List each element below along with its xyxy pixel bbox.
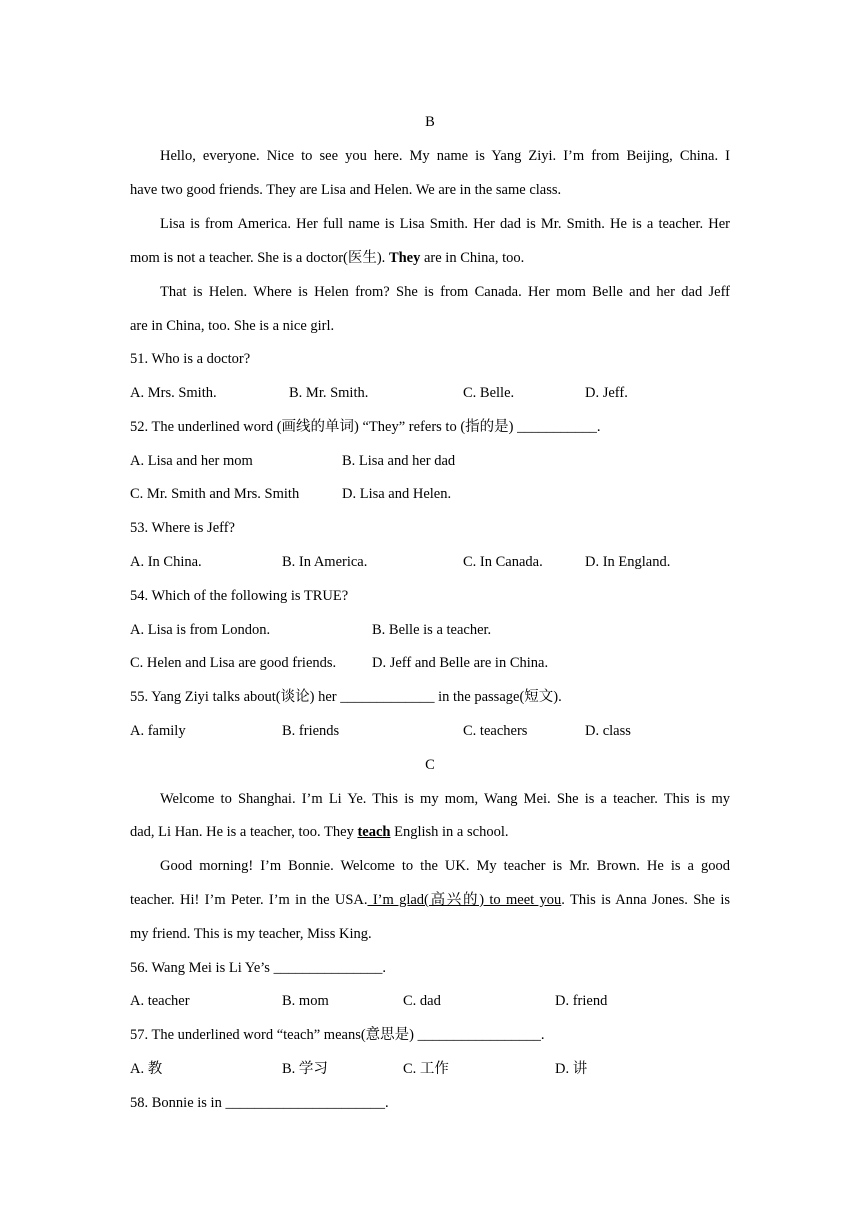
q56-option-b: B. mom	[282, 993, 329, 1009]
q52-option-a: A. Lisa and her mom	[130, 453, 253, 469]
q52-option-b: B. Lisa and her dad	[342, 453, 456, 469]
q53-option-d: D. In England.	[585, 554, 671, 570]
q55-option-a: A. family	[130, 723, 186, 739]
c-p1-text-after: English in a school.	[390, 824, 509, 840]
q53-option-c: C. In Canada.	[463, 554, 543, 570]
question-58: 58. Bonnie is in ______________________.	[130, 1095, 389, 1111]
b-paragraph-1-line-2: have two good friends. They are Lisa and Helen. We are in the same class.	[130, 182, 562, 198]
q56-option-d: D. friend	[555, 993, 608, 1009]
q56-option-c: C. dad	[403, 993, 441, 1009]
q56-option-a: A. teacher	[130, 993, 190, 1009]
c-paragraph-2-line-2	[130, 890, 730, 910]
c-p1-bold-teach: teach	[357, 824, 391, 840]
question-54: 54. Which of the following is TRUE?	[130, 588, 349, 604]
q57-option-a: A. 教	[130, 1061, 163, 1077]
section-c-heading: C	[425, 757, 435, 773]
question-53: 53. Where is Jeff?	[130, 520, 235, 536]
b-p2-text-after: are in China, too.	[420, 250, 525, 266]
c-paragraph-1-line-2	[130, 822, 730, 842]
question-57: 57. The underlined word “teach” means(意思是) _________________.	[130, 1027, 545, 1043]
q54-option-a: A. Lisa is from London.	[130, 622, 271, 638]
q57-option-d: D. 讲	[555, 1061, 588, 1077]
q51-option-c: C. Belle.	[463, 385, 515, 401]
c-p2-text-before: teacher. Hi! I’m Peter. I’m in the USA.	[130, 892, 368, 908]
q57-option-c: C. 工作	[403, 1061, 449, 1077]
section-b-heading: B	[425, 114, 435, 130]
c-paragraph-1-line-1: Welcome to Shanghai. I’m Li Ye. This is my mom, Wang Mei. She is a teacher. This is my	[160, 791, 730, 807]
q51-option-b: B. Mr. Smith.	[289, 385, 369, 401]
b-paragraph-2-line-1: Lisa is from America. Her full name is Lisa Smith. Her dad is Mr. Smith. He is a teacher. Her	[160, 216, 730, 232]
b-paragraph-1-line-1: Hello, everyone. Nice to see you here. My name is Yang Ziyi. I’m from Beijing, China. I	[160, 148, 730, 164]
question-51: 51. Who is a doctor?	[130, 351, 251, 367]
b-paragraph-3-line-1: That is Helen. Where is Helen from? She is from Canada. Her mom Belle and her dad Jeff	[160, 284, 730, 300]
q54-option-b: B. Belle is a teacher.	[372, 622, 492, 638]
q51-option-a: A. Mrs. Smith.	[130, 385, 217, 401]
b-paragraph-2-line-2	[130, 248, 730, 268]
c-p2-text-after: . This is Anna Jones. She is	[561, 892, 730, 908]
c-paragraph-2-line-3: my friend. This is my teacher, Miss King.	[130, 926, 372, 942]
q54-option-d: D. Jeff and Belle are in China.	[372, 655, 549, 671]
question-52: 52. The underlined word (画线的单词) “They” refers to (指的是) ___________.	[130, 419, 601, 435]
q55-option-c: C. teachers	[463, 723, 528, 739]
c-paragraph-2-line-1: Good morning! I’m Bonnie. Welcome to the UK. My teacher is Mr. Brown. He is a good	[160, 858, 730, 874]
b-p2-bold-they: They	[388, 250, 421, 266]
c-p2-underlined-sentence: I’m glad(高兴的) to meet you	[367, 892, 562, 908]
c-p1-text-before: dad, Li Han. He is a teacher, too. They	[130, 824, 358, 840]
question-56: 56. Wang Mei is Li Ye’s _______________.	[130, 960, 386, 976]
q51-option-d: D. Jeff.	[585, 385, 628, 401]
q53-option-a: A. In China.	[130, 554, 202, 570]
q57-option-b: B. 学习	[282, 1061, 328, 1077]
q52-option-c: C. Mr. Smith and Mrs. Smith	[130, 486, 300, 502]
q55-option-b: B. friends	[282, 723, 340, 739]
b-p2-text-before: mom is not a teacher. She is a doctor(医生).	[130, 250, 389, 266]
q53-option-b: B. In America.	[282, 554, 368, 570]
q54-option-c: C. Helen and Lisa are good friends.	[130, 655, 337, 671]
b-paragraph-3-line-2: are in China, too. She is a nice girl.	[130, 318, 335, 334]
q55-option-d: D. class	[585, 723, 631, 739]
question-55: 55. Yang Ziyi talks about(谈论) her _____________ in the passage(短文).	[130, 689, 562, 705]
q52-option-d: D. Lisa and Helen.	[342, 486, 452, 502]
